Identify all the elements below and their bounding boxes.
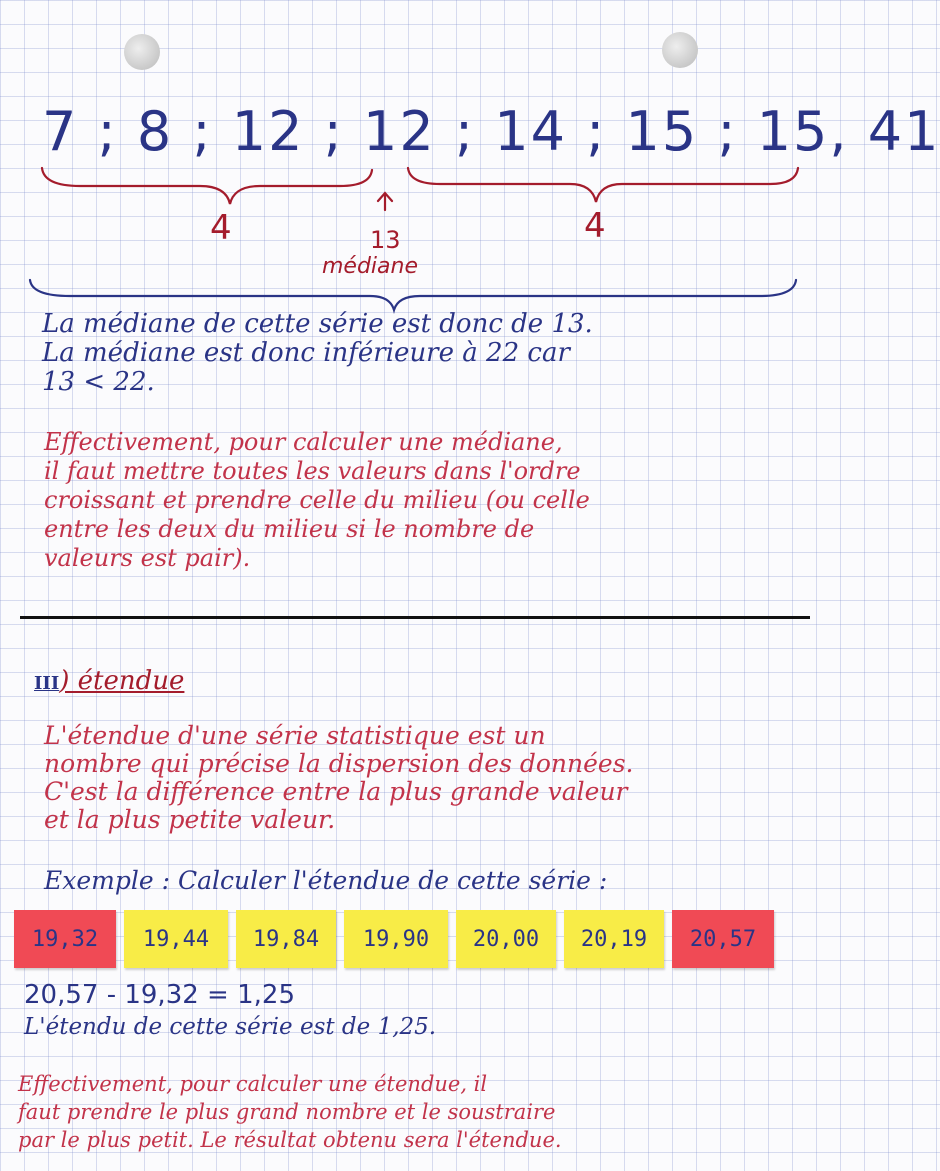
value-box: [14, 910, 116, 968]
median-braces: [0, 0, 828, 330]
explanation-line: entre les deux du milieu si le nombre de: [44, 515, 535, 543]
value-boxes: [14, 910, 774, 968]
median-arrow: [378, 193, 392, 210]
median-explanation: [44, 428, 590, 573]
data-series: 7 ; 8 ; 12 ; 12 ; 14 ; 15 ; 15, 41: [42, 100, 940, 163]
range-result: L'étendu de cette série est de 1,25.: [24, 1014, 437, 1040]
value-box-label: 19,90: [362, 926, 430, 952]
conclusion-line: 13 < 22.: [42, 367, 155, 397]
example-heading: Exemple : Calculer l'étendue de cette série :: [44, 866, 608, 895]
range-calculation: 20,57 - 19,32 = 1,25: [24, 980, 295, 1010]
range-explanation-line: Effectivement, pour calculer une étendue, il: [18, 1072, 488, 1096]
definition-line: nombre qui précise la dispersion des données.: [44, 749, 634, 778]
median-value-label: 13: [370, 226, 401, 254]
median-word-label: médiane: [322, 254, 419, 279]
explanation-line: Effectivement, pour calculer une médiane,: [44, 428, 563, 456]
value-box: [124, 910, 228, 968]
value-box: [236, 910, 336, 968]
range-explanation-line: par le plus petit. Le résultat obtenu sera l'étendue.: [18, 1128, 562, 1152]
section-heading: [34, 666, 184, 696]
right-count-label: 4: [584, 206, 606, 246]
conclusion-line: La médiane est donc inférieure à 22 car: [42, 338, 570, 368]
left-count-label: 4: [210, 208, 232, 248]
value-box-label: 20,19: [580, 926, 648, 952]
explanation-line: valeurs est pair).: [44, 544, 251, 572]
explanation-line: il faut mettre toutes les valeurs dans l'ordre: [44, 457, 581, 485]
total-brace: [30, 280, 796, 310]
definition-line: C'est la différence entre la plus grande valeur: [44, 777, 628, 806]
value-box: [564, 910, 664, 968]
median-conclusion: [42, 310, 593, 397]
value-box-label: 19,44: [142, 926, 210, 952]
definition-line: L'étendue d'une série statistique est un: [44, 721, 546, 750]
right-brace: [408, 168, 798, 202]
value-box-label: 19,84: [252, 926, 320, 952]
range-explanation-line: faut prendre le plus grand nombre et le soustraire: [18, 1100, 556, 1124]
conclusion-line: La médiane de cette série est donc de 13.: [42, 309, 593, 339]
range-explanation: [18, 1070, 562, 1154]
range-definition: [44, 722, 633, 834]
definition-line: et la plus petite valeur.: [44, 805, 336, 834]
explanation-line: croissant et prendre celle du milieu (ou celle: [44, 486, 590, 514]
section-divider: [20, 616, 810, 619]
value-box-label: 20,00: [472, 926, 540, 952]
value-box-label: 20,57: [689, 926, 757, 952]
left-brace: [42, 168, 372, 204]
value-box: [456, 910, 556, 968]
value-box: [344, 910, 448, 968]
value-box-label: 19,32: [31, 926, 99, 952]
value-box: [672, 910, 774, 968]
section-number: III: [34, 673, 60, 694]
section-title: ) étendue: [59, 666, 185, 696]
